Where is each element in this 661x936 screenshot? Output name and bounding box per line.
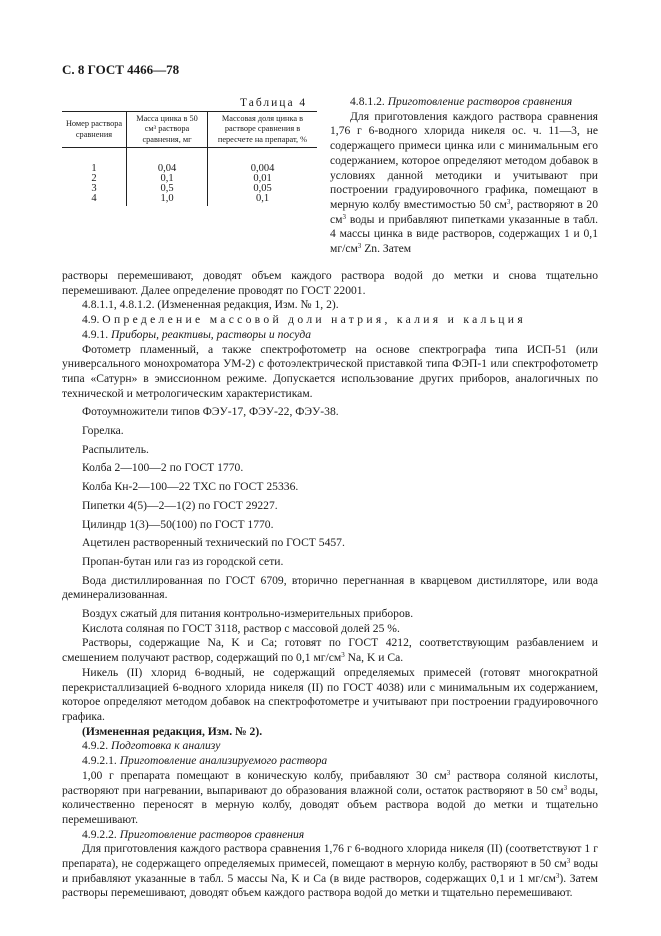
paragraph: Фотоумножители типов ФЭУ-17, ФЭУ-22, ФЭУ-38.	[82, 405, 339, 419]
section-title: Приготовление анализируемого раствора	[119, 754, 328, 768]
paragraph: Колба 2—100—2 по ГОСТ 1770.	[82, 461, 244, 475]
paragraph: Фотометр пламенный, а также спектрофотометр на основе спектрографа типа ИСП-51 (или универсального монохроматора УМ-2) с фотоэлектрической приставкой типа ФЭП-1 или спектрофотометр типа «Сатурн» в эмиссионном режиме. Допускается использование других приборов, аналогичных по технической и метрологическим характеристикам.	[62, 342, 598, 400]
section-title: Приготовление растворов сравнения	[387, 95, 573, 108]
paragraph: Растворы, содержащие Na, K и Ca; готовят по ГОСТ 4212, соответствующим разбавлением и смешением получают раствор, содержащий по 0,1 $мг/см^3$ Na, K и Ca.	[62, 636, 598, 665]
table-header-cell: Масса цинка в 50 см³ раствора сравнения, мг	[127, 112, 208, 148]
paragraph: 1,00 г препарата помещают в коническую колбу, прибавляют 30 $см^3$ раствора соляной кислоты, растворяют при нагревании, выпаривают до образования влажной соли, остаток растворяют в 50 $см^3$ воды, количественно переносят в мерную колбу, доводят объем раствора водой до метки и тщательно перемешивают.	[62, 768, 599, 826]
main-text	[62, 269, 598, 901]
table-cell: 3	[62, 184, 127, 194]
paragraph: Вода дистиллированная по ГОСТ 6709, вторично перегнанная в кварцевом дистилляторе, или вода деминерализованная.	[62, 573, 598, 602]
paragraph: Пипетки 4(5)—2—1(2) по ГОСТ 29227.	[82, 498, 278, 512]
right-column	[330, 95, 598, 257]
paragraph: Горелка.	[82, 424, 124, 438]
paragraph: Ацетилен растворенный технический по ГОСТ 5457.	[82, 536, 345, 550]
table-cell: 0,05	[208, 184, 318, 194]
table-row	[62, 174, 317, 184]
section-title: Приборы, реактивы, растворы и посуда	[111, 327, 312, 341]
page-header: С. 8 ГОСТ 4466—78	[62, 62, 180, 77]
table-header-cell: Номер раствора сравнения	[62, 112, 127, 148]
section-title: Приготовление растворов сравнения	[119, 827, 305, 841]
table-header-cell: Массовая доля цинка в растворе сравнения в пересчете на препарат, %	[208, 112, 318, 148]
table-cell: 4	[62, 194, 127, 206]
paragraph: Для приготовления каждого раствора сравнения 1,76 г 6-водного хлорида никеля ос. ч. 11—3, не содержащего примеси цинка или с минимальным его содержанием, которое определяют методом добавок в условиях данной методики и учитывают при построении градуировочного графика, помещают в мерную колбу вместимостью 50 $см^3$, растворяют в 20 $см^3$ воды и прибавляют пипетками указанные в табл. 4 массы цинка в виде растворов, содержащих 1 и 0,1 $мг/см^3$ Zn. Затем	[330, 109, 599, 256]
table-cell: 0,004	[208, 148, 318, 175]
amendment-note: (Измененная редакция, Изм. № 2).	[82, 724, 263, 738]
paragraph: Колба Кн-2—100—22 ТХС по ГОСТ 25336.	[82, 480, 299, 494]
section-heading	[62, 313, 598, 328]
paragraph: Воздух сжатый для питания контрольно-измерительных приборов.	[82, 607, 414, 621]
paragraph: Распылитель.	[82, 442, 149, 456]
section-number: 4.9.	[82, 313, 100, 327]
section-heading	[62, 754, 598, 769]
section-heading	[62, 828, 598, 843]
section-number: 4.9.2.2.	[82, 827, 117, 841]
section-heading	[62, 739, 598, 754]
table-cell: 0,5	[127, 184, 208, 194]
amendment-note: 4.8.1.1, 4.8.1.2. (Измененная редакция, Изм. № 1, 2).	[82, 298, 339, 312]
table-caption: Таблица 4	[240, 97, 308, 109]
table-cell: 0,04	[127, 148, 208, 175]
paragraph: Для приготовления каждого раствора сравнения 1,76 г 6-водного хлорида никеля (II) (соответствуют 1 г препарата), не содержащего определяемых примесей, помещают в мерную колбу, растворяют в 50 $см^3$ воды и прибавляют указанные в табл. 5 массы Na, K и Ca (в виде растворов, содержащих 0,1 и 1 $мг/см^3$). Затем растворы перемешивают, доводят объем каждого раствора водой до метки и тщательно перемешивают.	[62, 842, 598, 900]
section-title: Определение массовой доли натрия, калия и кальция	[102, 313, 526, 327]
section-number: 4.8.1.2.	[350, 95, 385, 108]
section-heading	[62, 328, 598, 343]
paragraph: Никель (II) хлорид 6-водный, не содержащий определяемых примесей (готовят многократной перекристаллизацией 6-водного хлорида никеля (II) по ГОСТ 4038) или с минимальным их содержанием, которое определяют методом добавок на спектрофотометре и учитывают при построении градуировочного графика.	[62, 665, 598, 723]
table-row	[62, 184, 317, 194]
paragraph: Пропан-бутан или газ из городской сети.	[82, 554, 284, 568]
table-cell: 2	[62, 174, 127, 184]
table-row	[62, 148, 317, 175]
section-title: Подготовка к анализу	[111, 739, 221, 753]
table-cell: 1	[62, 148, 127, 175]
section-number: 4.9.1.	[82, 327, 109, 341]
paragraph: растворы перемешивают, доводят объем каждого раствора водой до метки и снова тщательно перемешивают. Далее определение проводят по ГОСТ 22001.	[62, 269, 598, 297]
table-cell: 0,01	[208, 174, 318, 184]
table-cell: 1,0	[127, 194, 208, 206]
table-4	[62, 111, 317, 206]
table-cell: 0,1	[127, 174, 208, 184]
table-cell: 0,1	[208, 194, 318, 206]
table-row	[62, 194, 317, 206]
section-number: 4.9.2.	[82, 739, 109, 753]
section-number: 4.9.2.1.	[82, 754, 117, 768]
paragraph: Кислота соляная по ГОСТ 3118, раствор с массовой долей 25 %.	[82, 621, 400, 635]
paragraph: Цилиндр 1(3)—50(100) по ГОСТ 1770.	[82, 517, 274, 531]
section-heading	[330, 95, 598, 110]
